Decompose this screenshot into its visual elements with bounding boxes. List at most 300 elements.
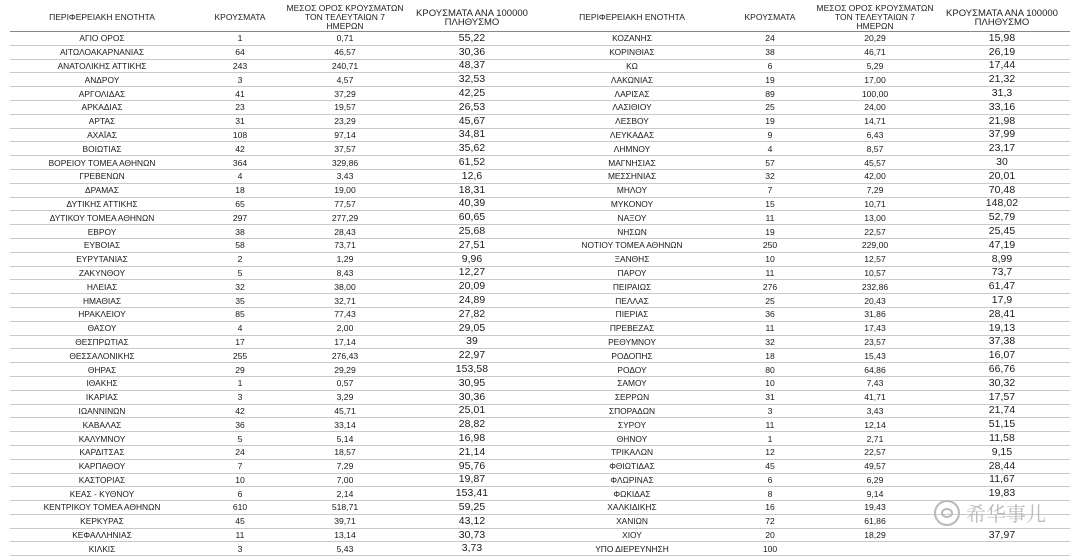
table-right-half [540,4,1070,556]
cell-avg: 19,57 [334,102,356,113]
cell-cases: 10 [765,254,775,265]
table-row [540,239,1070,253]
cell-region: ΑΝΔΡΟΥ [84,74,120,85]
cell-region: ΠΕΙΡΑΙΩΣ [612,281,652,292]
cell-per100k: 148,02 [985,198,1019,210]
table-row [10,142,540,156]
cell-region: ΙΚΑΡΙΑΣ [85,392,119,403]
table-row [10,60,540,74]
table-row [540,405,1070,419]
table-row [540,542,1070,556]
table-header [540,4,1070,32]
cell-avg: 3,43 [866,405,884,416]
cell-cases: 31 [765,392,775,403]
cell-region: ΑΧΑΪΑΣ [87,129,117,140]
cell-per100k: 27,82 [458,308,486,320]
watermark-text: 希华事儿 [966,502,1046,526]
cell-cases: 19 [765,116,775,127]
cell-avg: 24,00 [864,102,886,113]
cell-cases: 41 [235,88,245,99]
cell-avg: 7,43 [866,378,884,389]
cell-cases: 1 [237,33,243,44]
cell-per100k: 32,53 [458,74,486,86]
header-per100k: ΚΡΟΥΣΜΑΤΑ ΑΝΑ 100000 ΠΛΗΘΥΣΜΟ [946,7,1058,28]
cell-region: ΑΓΙΟ ΟΡΟΣ [79,33,125,44]
cell-per100k: 25,01 [458,405,486,417]
cell-avg: 0,57 [336,378,354,389]
cell-region: ΠΕΛΛΑΣ [615,295,649,306]
cell-per100k: 28,82 [458,419,486,431]
cell-region: ΚΕΝΤΡΙΚΟΥ ΤΟΜΕΑ ΑΘΗΝΩΝ [43,502,161,513]
cell-region: ΝΟΤΙΟΥ ΤΟΜΕΑ ΑΘΗΝΩΝ [581,240,683,251]
cell-per100k: 34,81 [458,129,486,141]
cell-cases: 100 [762,543,778,554]
table-row [10,529,540,543]
cell-cases: 65 [235,198,245,209]
cell-region: ΖΑΚΥΝΘΟΥ [78,267,126,278]
cell-per100k: 19,83 [988,488,1016,500]
cell-avg: 7,00 [336,474,354,485]
cell-avg: 61,86 [864,516,886,527]
cases-table [10,4,1070,556]
cell-region: ΑΝΑΤΟΛΙΚΗΣ ΑΤΤΙΚΗΣ [57,60,147,71]
cell-cases: 9 [767,129,773,140]
cell-region: ΘΑΣΟΥ [87,323,117,334]
cell-avg: 38,00 [334,281,356,292]
table-row [10,474,540,488]
cell-per100k: 61,52 [458,157,486,169]
cell-per100k: 26,19 [988,46,1016,58]
cell-region: ΗΡΑΚΛΕΙΟΥ [78,309,126,320]
table-row [10,349,540,363]
cell-avg: 12,14 [864,419,886,430]
cell-per100k: 48,37 [458,60,486,72]
table-row [540,460,1070,474]
cell-cases: 243 [232,60,248,71]
table-row [10,32,540,46]
cell-avg: 17,14 [334,336,356,347]
cell-avg: 2,00 [336,323,354,334]
cell-region: ΚΟΡΙΝΘΙΑΣ [609,47,655,58]
cell-per100k: 66,76 [988,364,1016,376]
cell-avg: 9,14 [866,488,884,499]
table-left-half [10,4,540,556]
cell-per100k: 25,45 [988,226,1016,238]
cell-per100k: 21,14 [458,446,486,458]
cell-cases: 11 [765,323,775,334]
cell-per100k: 95,76 [458,460,486,472]
cell-region: ΑΡΓΟΛΙΔΑΣ [78,88,126,99]
cell-avg: 32,71 [334,295,356,306]
cell-cases: 4 [237,171,243,182]
table-row [10,46,540,60]
cell-cases: 32 [235,281,245,292]
table-row [540,336,1070,350]
cell-avg: 15,43 [864,350,886,361]
table-row [10,405,540,419]
cell-avg: 10,57 [864,267,886,278]
cell-cases: 4 [237,323,243,334]
cell-avg: 5,43 [336,543,354,554]
cell-cases: 11 [235,530,245,541]
watermark [934,498,1046,527]
cell-region: ΚΑΣΤΟΡΙΑΣ [78,474,126,485]
table-row [10,542,540,556]
table-body-left [10,32,540,556]
cell-avg: 17,00 [864,74,886,85]
table-row [10,115,540,129]
table-row [540,418,1070,432]
cell-cases: 38 [235,226,245,237]
cell-per100k: 35,62 [458,143,486,155]
cell-avg: 22,57 [864,447,886,458]
cell-avg: 37,57 [334,143,356,154]
cell-region: ΧΙΟΥ [622,530,642,541]
cell-region: ΑΙΤΩΛΟΑΚΑΡΝΑΝΙΑΣ [59,47,145,58]
table-row [540,32,1070,46]
table-row [10,156,540,170]
cell-region: ΜΗΛΟΥ [616,185,648,196]
cell-region: ΜΥΚΟΝΟΥ [610,198,654,209]
cell-per100k: 55,22 [458,32,486,44]
table-row [10,418,540,432]
cell-region: ΚΩ [626,60,638,71]
cell-per100k: 45,67 [458,115,486,127]
cell-avg: 23,29 [334,116,356,127]
cell-cases: 57 [765,157,775,168]
cell-cases: 3 [237,392,243,403]
table-row [540,267,1070,281]
cell-cases: 42 [235,405,245,416]
cell-cases: 23 [235,102,245,113]
table-row [540,198,1070,212]
cell-cases: 4 [767,143,773,154]
cell-per100k: 33,16 [988,101,1016,113]
cell-avg: 64,86 [864,364,886,375]
cell-region: ΜΑΓΝΗΣΙΑΣ [608,157,656,168]
cell-cases: 250 [762,240,778,251]
cell-cases: 7 [767,185,773,196]
cell-cases: 6 [767,474,773,485]
cell-cases: 32 [765,171,775,182]
cell-avg: 0,71 [336,33,354,44]
cell-per100k: 25,68 [458,226,486,238]
table-row [10,280,540,294]
cell-cases: 45 [765,461,775,472]
cell-cases: 6 [767,60,773,71]
table-row [540,308,1070,322]
cell-per100k: 21,32 [988,74,1016,86]
table-row [10,336,540,350]
cell-avg: 18,29 [864,530,886,541]
cell-per100k: 3,73 [461,543,483,555]
cell-region: ΝΗΣΩΝ [617,226,647,237]
cell-region: ΚΙΛΚΙΣ [88,543,116,554]
header-avg: ΜΕΣΟΣ ΟΡΟΣ ΚΡΟΥΣΜΑΤΩΝ ΤΟΝ ΤΕΛΕΥΤΑΙΩΝ 7 ΗΜΕΡΩΝ [286,3,404,31]
cell-avg: 37,29 [334,88,356,99]
cell-per100k: 20,01 [988,170,1016,182]
cell-region: ΦΛΩΡΙΝΑΣ [610,474,654,485]
cell-cases: 6 [237,488,243,499]
cell-per100k: 28,44 [988,460,1016,472]
cell-region: ΛΑΚΩΝΙΑΣ [610,74,654,85]
cell-avg: 49,57 [864,461,886,472]
cell-cases: 42 [235,143,245,154]
cell-per100k: 8,99 [991,253,1013,265]
table-row [10,129,540,143]
cell-per100k: 30,36 [458,391,486,403]
cell-region: ΧΑΝΙΩΝ [616,516,648,527]
cell-cases: 18 [765,350,775,361]
cell-region: ΞΑΝΘΗΣ [614,254,650,265]
cell-cases: 36 [765,309,775,320]
cell-avg: 518,71 [331,502,359,513]
cell-avg: 19,43 [864,502,886,513]
cell-per100k: 17,9 [991,295,1013,307]
table-row [10,253,540,267]
table-body-right [540,32,1070,556]
cell-region: ΘΗΡΑΣ [87,364,117,375]
cell-avg: 3,43 [336,171,354,182]
cell-avg: 329,86 [331,157,359,168]
wechat-icon [934,500,960,526]
cell-avg: 8,43 [336,267,354,278]
cell-region: ΠΡΕΒΕΖΑΣ [609,323,655,334]
cell-per100k: 11,67 [989,474,1015,486]
cell-cases: 29 [235,364,245,375]
cell-region: ΙΘΑΚΗΣ [86,378,118,389]
cell-region: ΣΥΡΟΥ [617,419,647,430]
table-row [540,474,1070,488]
cell-per100k: 37,38 [988,336,1016,348]
cell-region: ΑΡΚΑΔΙΑΣ [81,102,123,113]
cell-cases: 72 [765,516,775,527]
cell-region: ΦΘΙΩΤΙΔΑΣ [609,461,655,472]
table-row [540,184,1070,198]
cell-avg: 3,29 [336,392,354,403]
table-row [540,73,1070,87]
cell-per100k: 59,25 [458,501,486,513]
cell-cases: 17 [235,336,245,347]
header-region: ΠΕΡΙΦΕΡΕΙΑΚΗ ΕΝΟΤΗΤΑ [49,12,155,22]
cell-avg: 45,71 [334,405,356,416]
cell-per100k: 16,98 [458,433,486,444]
table-row [540,446,1070,460]
table-row [540,129,1070,143]
cell-per100k: 61,47 [988,281,1016,293]
cell-avg: 22,57 [864,226,886,237]
header-cases: ΚΡΟΥΣΜΑΤΑ [744,12,796,22]
cell-region: ΒΟΡΕΙΟΥ ΤΟΜΕΑ ΑΘΗΝΩΝ [48,157,156,168]
cell-cases: 10 [765,378,775,389]
cell-cases: 16 [765,502,775,513]
cell-avg: 18,57 [334,447,356,458]
cell-avg: 41,71 [864,392,886,403]
table-row [540,280,1070,294]
cell-per100k: 30,36 [458,46,486,58]
cell-region: ΦΩΚΙΔΑΣ [613,488,651,499]
cell-per100k: 37,99 [988,129,1016,141]
cell-avg: 5,29 [866,60,884,71]
table-row [540,225,1070,239]
cell-region: ΣΠΟΡΑΔΩΝ [608,405,656,416]
table-row [10,377,540,391]
table-row [10,87,540,101]
cell-per100k: 9,96 [461,253,483,265]
cell-avg: 97,14 [334,129,356,140]
cell-cases: 3 [237,543,243,554]
cell-avg: 12,57 [864,254,886,265]
header-cases: ΚΡΟΥΣΜΑΤΑ [214,12,266,22]
table-row [540,46,1070,60]
cell-per100k: 27,51 [458,239,486,251]
cell-per100k: 43,12 [458,515,486,527]
cell-cases: 20 [765,530,775,541]
cell-per100k: 153,58 [455,364,489,376]
table-row [10,432,540,446]
cell-region: ΛΕΥΚΑΔΑΣ [609,129,655,140]
cell-cases: 364 [232,157,248,168]
table-row [540,101,1070,115]
cell-per100k: 29,05 [458,322,486,334]
cell-region: ΚΕΦΑΛΛΗΝΙΑΣ [72,530,132,541]
cell-avg: 73,71 [334,240,356,251]
cell-cases: 89 [765,88,775,99]
cell-avg: 31,86 [864,309,886,320]
cell-region: ΕΥΒΟΙΑΣ [83,240,121,251]
cell-cases: 18 [235,185,245,196]
table-row [10,239,540,253]
header-per100k: ΚΡΟΥΣΜΑΤΑ ΑΝΑ 100000 ΠΛΗΘΥΣΜΟ [416,7,528,28]
table-row [540,170,1070,184]
cell-avg: 42,00 [864,171,886,182]
cell-per100k: 31,3 [991,88,1013,100]
cell-avg: 17,43 [864,323,886,334]
table-row [540,432,1070,446]
cell-region: ΡΟΔΟΥ [617,364,647,375]
cell-avg: 8,57 [866,143,884,154]
cell-region: ΚΑΡΠΑΘΟΥ [78,461,126,472]
cell-per100k: 17,44 [988,60,1016,72]
table-header [10,4,540,32]
cell-avg: 20,29 [864,33,886,44]
cell-cases: 255 [232,350,248,361]
cell-region: ΕΒΡΟΥ [87,226,117,237]
cell-region: ΗΜΑΘΙΑΣ [82,295,122,306]
cell-avg: 10,71 [864,198,886,209]
header-region: ΠΕΡΙΦΕΡΕΙΑΚΗ ΕΝΟΤΗΤΑ [579,12,685,22]
table-row [540,377,1070,391]
cell-per100k: 16,07 [988,350,1016,362]
table-row [10,308,540,322]
cell-per100k: 12,6 [461,170,483,182]
cell-avg: 45,57 [864,157,886,168]
cell-cases: 24 [765,33,775,44]
cell-region: ΑΡΤΑΣ [88,116,116,127]
table-row [10,363,540,377]
cell-avg: 29,29 [334,364,356,375]
cell-cases: 11 [765,212,775,223]
cell-avg: 33,14 [334,419,356,430]
cell-region: ΛΑΡΙΣΑΣ [614,88,650,99]
cell-per100k: 40,39 [458,198,486,210]
table-row [10,73,540,87]
cell-cases: 108 [232,129,248,140]
cell-region: ΜΕΣΣΗΝΙΑΣ [607,171,657,182]
cell-per100k: 52,79 [988,212,1016,224]
cell-avg: 5,14 [336,433,354,444]
cell-per100k: 47,19 [988,239,1016,251]
cell-cases: 10 [235,474,245,485]
cell-region: ΠΙΕΡΙΑΣ [615,309,649,320]
cell-region: ΚΑΒΑΛΑΣ [82,419,122,430]
cell-cases: 32 [765,336,775,347]
cell-cases: 12 [765,447,775,458]
cell-cases: 5 [237,267,243,278]
cell-region: ΘΗΝΟΥ [616,433,648,444]
table-row [540,87,1070,101]
cell-cases: 80 [765,364,775,375]
cell-per100k: 39 [466,336,478,348]
table-row [540,294,1070,308]
table-row [10,267,540,281]
cell-region: ΚΟΖΑΝΗΣ [612,33,652,44]
table-row [10,322,540,336]
table-row [540,322,1070,336]
table-row [10,184,540,198]
cell-per100k: 73,7 [991,267,1013,279]
table-row [540,349,1070,363]
cell-cases: 19 [765,74,775,85]
cell-region: ΛΗΜΝΟΥ [613,143,651,154]
cell-region: ΚΑΛΥΜΝΟΥ [78,433,126,444]
table-row [10,460,540,474]
cell-cases: 24 [235,447,245,458]
cell-region: ΣΑΜΟΥ [617,378,647,389]
cell-cases: 276 [762,281,778,292]
cell-per100k: 24,89 [458,295,486,307]
cell-cases: 38 [765,47,775,58]
cell-cases: 11 [765,267,775,278]
cell-cases: 25 [765,102,775,113]
table-row [10,198,540,212]
cell-region: ΘΕΣΣΑΛΟΝΙΚΗΣ [69,350,135,361]
cell-region: ΔΥΤΙΚΟΥ ΤΟΜΕΑ ΑΘΗΝΩΝ [49,212,155,223]
cell-region: ΠΑΡΟΥ [617,267,647,278]
cell-per100k: 30,73 [458,529,486,541]
cell-region: ΔΡΑΜΑΣ [85,185,119,196]
cell-avg: 28,43 [334,226,356,237]
cell-region: ΙΩΑΝΝΙΝΩΝ [78,405,126,416]
table-row [540,60,1070,74]
cell-per100k: 153,41 [455,488,489,500]
cell-per100k: 9,15 [991,446,1013,458]
cell-per100k: 20,09 [458,281,486,293]
cell-avg: 6,43 [866,129,884,140]
cell-avg: 2,71 [866,433,884,444]
cell-cases: 25 [765,295,775,306]
table-row [540,391,1070,405]
cell-avg: 23,57 [864,336,886,347]
cell-avg: 46,71 [864,47,886,58]
cell-cases: 36 [235,419,245,430]
cell-per100k: 11,58 [989,433,1015,444]
cell-region: ΡΕΘΥΜΝΟΥ [608,336,656,347]
cell-avg: 7,29 [336,461,354,472]
cell-region: ΓΡΕΒΕΝΩΝ [79,171,125,182]
cell-per100k: 21,74 [988,405,1016,417]
cell-avg: 6,29 [866,474,884,485]
